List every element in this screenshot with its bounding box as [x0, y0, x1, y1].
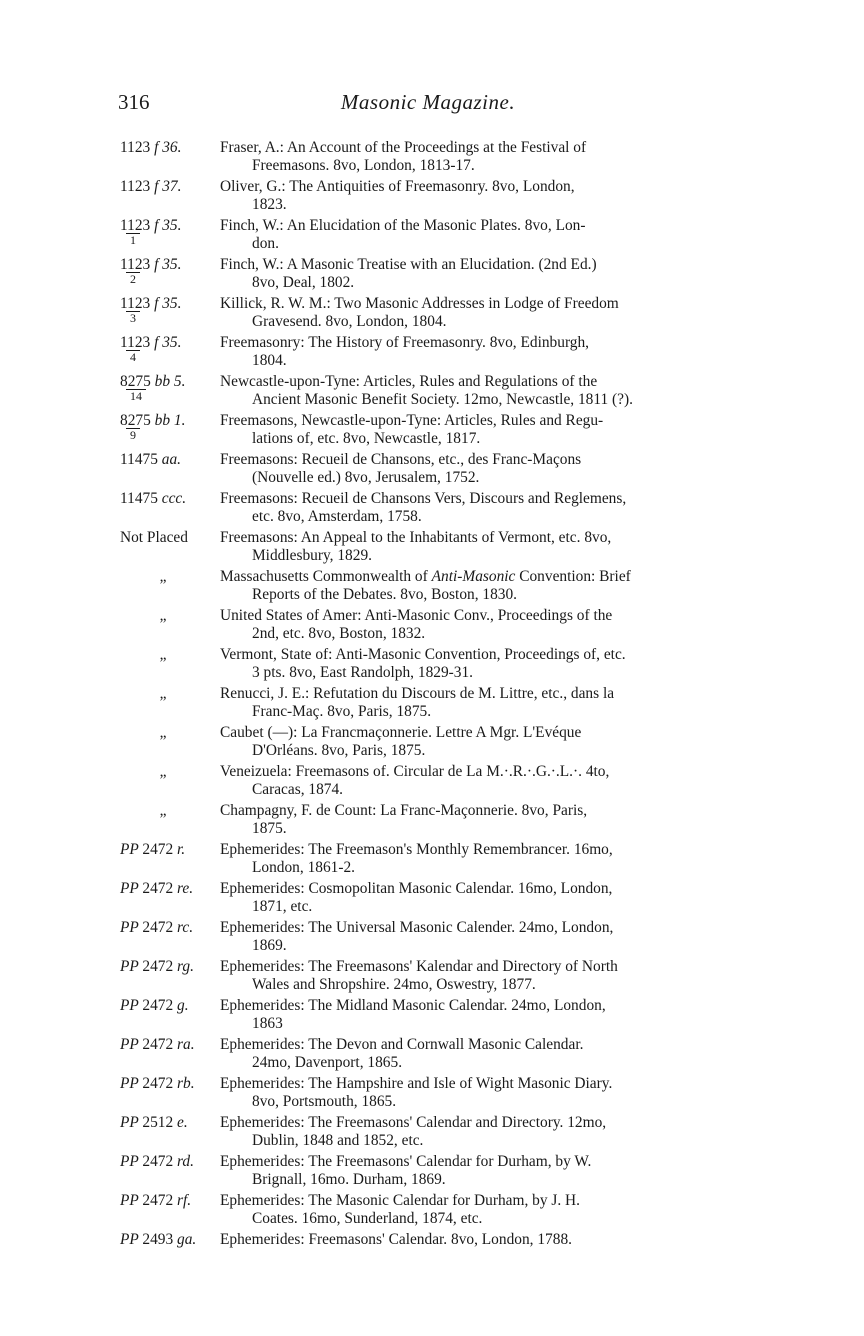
- shelf-mark-suffix: bb 1.: [150, 412, 186, 429]
- entry-continuation: 8vo, Deal, 1802.: [252, 274, 355, 291]
- shelf-mark-suffix: aa.: [157, 451, 181, 468]
- entry-title-line: Veneizuela: Freemasons of. Circular de La M.·.R.·.G.·.L.·. 4to,: [220, 763, 610, 780]
- entry-title-line: Ephemerides: The Universal Masonic Calender. 24mo, London,: [220, 919, 614, 936]
- shelf-mark: [120, 1231, 220, 1249]
- catalogue-entry: [120, 841, 740, 877]
- shelf-mark-number: 8275: [120, 373, 151, 390]
- shelf-mark-suffix: rd.: [173, 1153, 194, 1170]
- entry-description: [220, 1075, 740, 1111]
- entry-continuation: etc. 8vo, Amsterdam, 1758.: [252, 508, 422, 525]
- entry-description: [220, 841, 740, 877]
- catalogue-entry: [120, 217, 740, 253]
- shelf-mark-suffix: f 37.: [150, 178, 182, 195]
- shelf-mark: [120, 958, 220, 976]
- shelf-mark-number: 2512: [142, 1114, 174, 1131]
- shelf-mark: [120, 373, 220, 403]
- shelf-mark-prefix: PP: [120, 997, 143, 1014]
- shelf-mark-number: 2472: [142, 1075, 174, 1092]
- entry-title-line: Ephemerides: The Freemasons' Calendar and Directory. 12mo,: [220, 1114, 607, 1131]
- entry-continuation: don.: [252, 235, 279, 252]
- shelf-mark-number: 2472: [142, 1153, 174, 1170]
- entry-title-line: Freemasons: An Appeal to the Inhabitants of Vermont, etc. 8vo,: [220, 529, 612, 546]
- entry-title-line: Champagny, F. de Count: La Franc-Maçonnerie. 8vo, Paris,: [220, 802, 588, 819]
- shelf-mark-number: 2472: [142, 1192, 174, 1209]
- shelf-mark: [120, 997, 220, 1015]
- entry-description: [220, 724, 740, 760]
- shelf-mark-suffix: rc.: [173, 919, 194, 936]
- shelf-mark-suffix: f 35.: [150, 295, 182, 312]
- shelf-mark-number: 11475: [120, 490, 158, 507]
- catalogue-list: [120, 139, 740, 1252]
- shelf-mark-number: 1123: [120, 256, 151, 273]
- shelf-mark-number: 2472: [142, 919, 174, 936]
- shelf-mark-number: 1123: [120, 178, 151, 195]
- shelf-mark-number: 2472: [142, 958, 174, 975]
- shelf-mark-suffix: r.: [173, 841, 186, 858]
- shelf-mark: [120, 139, 220, 157]
- shelf-mark: [120, 802, 206, 820]
- entry-description: [220, 1114, 740, 1150]
- entry-continuation: 1871, etc.: [252, 898, 313, 915]
- catalogue-entry: [120, 139, 740, 175]
- entry-title-line: Ephemerides: The Midland Masonic Calendar. 24mo, London,: [220, 997, 606, 1014]
- entry-description: [220, 490, 740, 526]
- entry-title-line: Ephemerides: The Masonic Calendar for Durham, by J. H.: [220, 1192, 581, 1209]
- shelf-mark: [120, 295, 220, 325]
- page-number: 316: [118, 90, 150, 114]
- shelf-mark: [120, 1153, 220, 1171]
- entry-description: [220, 685, 740, 721]
- catalogue-entry: [120, 412, 740, 448]
- entry-title-line: Caubet (—): La Francmaçonnerie. Lettre A Mgr. L'Evéque: [220, 724, 582, 741]
- shelf-mark-number: „: [159, 763, 167, 780]
- entry-title-line: Ephemerides: The Hampshire and Isle of Wight Masonic Diary.: [220, 1075, 613, 1092]
- shelf-mark: [120, 1036, 220, 1054]
- entry-continuation: 1863: [252, 1015, 283, 1032]
- entry-continuation: Reports of the Debates. 8vo, Boston, 1830.: [252, 586, 518, 603]
- shelf-mark-suffix: f 36.: [150, 139, 182, 156]
- shelf-mark-number: 11475: [120, 451, 158, 468]
- page-header: [118, 90, 738, 120]
- shelf-mark-prefix: PP: [120, 1231, 143, 1248]
- entry-continuation: lations of, etc. 8vo, Newcastle, 1817.: [252, 430, 481, 447]
- shelf-mark-subscript: 9: [126, 428, 140, 441]
- catalogue-entry: [120, 1114, 740, 1150]
- shelf-mark: [120, 568, 206, 586]
- shelf-mark-number: 1123: [120, 334, 151, 351]
- entry-title-line: Freemasons: Recueil de Chansons Vers, Discours and Reglemens,: [220, 490, 627, 507]
- entry-continuation: Gravesend. 8vo, London, 1804.: [252, 313, 447, 330]
- entry-description: [220, 529, 740, 565]
- catalogue-entry: [120, 958, 740, 994]
- entry-title-line: Ephemerides: Cosmopolitan Masonic Calendar. 16mo, London,: [220, 880, 613, 897]
- entry-title-line: Finch, W.: A Masonic Treatise with an Elucidation. (2nd Ed.): [220, 256, 597, 273]
- entry-continuation: 1869.: [252, 937, 287, 954]
- shelf-mark-suffix: f 35.: [150, 256, 182, 273]
- shelf-mark-prefix: PP: [120, 841, 143, 858]
- entry-continuation: (Nouvelle ed.) 8vo, Jerusalem, 1752.: [252, 469, 480, 486]
- shelf-mark-subscript: 4: [126, 350, 140, 363]
- entry-description: [220, 178, 740, 214]
- shelf-mark-prefix: PP: [120, 1114, 143, 1131]
- shelf-mark: [120, 178, 220, 196]
- shelf-mark-suffix: re.: [173, 880, 194, 897]
- entry-description: [220, 919, 740, 955]
- shelf-mark-suffix: e.: [173, 1114, 188, 1131]
- shelf-mark: [120, 919, 220, 937]
- shelf-mark: [120, 880, 220, 898]
- entry-title-line: Killick, R. W. M.: Two Masonic Addresses in Lodge of Freedom: [220, 295, 619, 312]
- shelf-mark: [120, 685, 206, 703]
- entry-description: [220, 1036, 740, 1072]
- shelf-mark-prefix: PP: [120, 958, 143, 975]
- entry-continuation: London, 1861-2.: [252, 859, 356, 876]
- shelf-mark: [120, 412, 220, 442]
- entry-continuation: D'Orléans. 8vo, Paris, 1875.: [252, 742, 426, 759]
- shelf-mark-number: 1123: [120, 139, 151, 156]
- shelf-mark: [120, 1114, 220, 1132]
- shelf-mark-suffix: ccc.: [157, 490, 187, 507]
- entry-continuation: 1804.: [252, 352, 287, 369]
- entry-continuation: Coates. 16mo, Sunderland, 1874, etc.: [252, 1210, 483, 1227]
- catalogue-entry: [120, 334, 740, 370]
- shelf-mark-number: 2493: [142, 1231, 174, 1248]
- running-title: Masonic Magazine.: [340, 90, 516, 114]
- catalogue-entry: [120, 763, 740, 799]
- entry-description: [220, 451, 740, 487]
- entry-description: [220, 607, 740, 643]
- catalogue-entry: [120, 880, 740, 916]
- entry-description: [220, 334, 740, 370]
- entry-description: [220, 880, 740, 916]
- entry-title-line: Freemasons, Newcastle-upon-Tyne: Articles, Rules and Regu-: [220, 412, 604, 429]
- entry-continuation: 24mo, Davenport, 1865.: [252, 1054, 403, 1071]
- shelf-mark: [120, 256, 220, 286]
- catalogue-entry: [120, 1036, 740, 1072]
- entry-continuation: Middlesbury, 1829.: [252, 547, 372, 564]
- entry-title-line: Finch, W.: An Elucidation of the Masonic Plates. 8vo, Lon-: [220, 217, 586, 234]
- shelf-mark-prefix: PP: [120, 1036, 143, 1053]
- entry-continuation: Franc-Maç. 8vo, Paris, 1875.: [252, 703, 432, 720]
- shelf-mark-prefix: PP: [120, 919, 143, 936]
- catalogue-entry: [120, 724, 740, 760]
- shelf-mark: [120, 724, 206, 742]
- shelf-mark-number: „: [159, 568, 167, 585]
- entry-description: [220, 568, 740, 604]
- entry-title-line: Ephemerides: The Devon and Cornwall Masonic Calendar.: [220, 1036, 584, 1053]
- shelf-mark-number: „: [159, 685, 167, 702]
- shelf-mark-subscript: 14: [126, 389, 146, 402]
- catalogue-entry: [120, 568, 740, 604]
- catalogue-entry: [120, 646, 740, 682]
- entry-description: [220, 295, 740, 331]
- entry-title-line: [220, 568, 740, 586]
- shelf-mark-suffix: f 35.: [150, 217, 182, 234]
- shelf-mark-number: 8275: [120, 412, 151, 429]
- entry-description: [220, 763, 740, 799]
- catalogue-entry: [120, 1075, 740, 1111]
- catalogue-entry: [120, 685, 740, 721]
- catalogue-entry: [120, 1153, 740, 1189]
- entry-description: [220, 1153, 740, 1189]
- entry-title-line: Vermont, State of: Anti-Masonic Convention, Proceedings of, etc.: [220, 646, 626, 663]
- entry-title-line: Ephemerides: Freemasons' Calendar. 8vo, London, 1788.: [220, 1231, 572, 1248]
- entry-title-line: Ephemerides: The Freemasons' Calendar for Durham, by W.: [220, 1153, 592, 1170]
- shelf-mark-subscript: 3: [126, 311, 140, 324]
- entry-text: Convention: Brief: [515, 568, 631, 585]
- shelf-mark-prefix: PP: [120, 1192, 143, 1209]
- entry-title-line: United States of Amer: Anti-Masonic Conv., Proceedings of the: [220, 607, 613, 624]
- entry-continuation: 1875.: [252, 820, 287, 837]
- entry-description: [220, 958, 740, 994]
- shelf-mark-number: „: [159, 646, 167, 663]
- shelf-mark-subscript: 2: [126, 272, 140, 285]
- entry-description: [220, 139, 740, 175]
- shelf-mark-number: 2472: [142, 880, 174, 897]
- entry-continuation: Brignall, 16mo. Durham, 1869.: [252, 1171, 446, 1188]
- shelf-mark-number: 2472: [142, 1036, 174, 1053]
- entry-description: [220, 1192, 740, 1228]
- entry-description: [220, 256, 740, 292]
- shelf-mark-suffix: ga.: [173, 1231, 197, 1248]
- shelf-mark-number: 2472: [142, 841, 174, 858]
- shelf-mark-subscript: 1: [126, 233, 140, 246]
- entry-description: [220, 646, 740, 682]
- entry-continuation: 3 pts. 8vo, East Randolph, 1829-31.: [252, 664, 474, 681]
- catalogue-entry: [120, 1192, 740, 1228]
- catalogue-entry: [120, 178, 740, 214]
- entry-title-line: Ephemerides: The Freemasons' Kalendar and Directory of North: [220, 958, 618, 975]
- catalogue-entry: [120, 802, 740, 838]
- entry-title-line: Freemasonry: The History of Freemasonry. 8vo, Edinburgh,: [220, 334, 590, 351]
- catalogue-entry: [120, 373, 740, 409]
- entry-text: Massachusetts Commonwealth of: [220, 568, 432, 585]
- shelf-mark-number: „: [159, 607, 167, 624]
- entry-description: [220, 217, 740, 253]
- catalogue-entry: [120, 256, 740, 292]
- catalogue-entry: [120, 997, 740, 1033]
- shelf-mark-prefix: PP: [120, 880, 143, 897]
- shelf-mark: [120, 841, 220, 859]
- entry-continuation: 8vo, Portsmouth, 1865.: [252, 1093, 397, 1110]
- entry-description: [220, 802, 740, 838]
- catalogue-entry: [120, 295, 740, 331]
- shelf-mark-number: „: [159, 802, 167, 819]
- entry-title-line: Newcastle-upon-Tyne: Articles, Rules and Regulations of the: [220, 373, 598, 390]
- catalogue-entry: [120, 1231, 740, 1249]
- entry-title-line: Fraser, A.: An Account of the Proceedings at the Festival of: [220, 139, 587, 156]
- catalogue-entry: [120, 919, 740, 955]
- entry-continuation: Dublin, 1848 and 1852, etc.: [252, 1132, 424, 1149]
- shelf-mark-prefix: PP: [120, 1075, 143, 1092]
- shelf-mark-suffix: g.: [173, 997, 189, 1014]
- entry-title-line: Renucci, J. E.: Refutation du Discours de M. Littre, etc., dans la: [220, 685, 615, 702]
- entry-continuation: Caracas, 1874.: [252, 781, 344, 798]
- entry-title-line: Freemasons: Recueil de Chansons, etc., des Franc-Maçons: [220, 451, 582, 468]
- catalogue-entry: [120, 607, 740, 643]
- shelf-mark-suffix: rb.: [173, 1075, 195, 1092]
- entry-continuation: Ancient Masonic Benefit Society. 12mo, Newcastle, 1811 (?).: [252, 391, 633, 408]
- shelf-mark-number: 1123: [120, 295, 151, 312]
- catalogue-entry: [120, 529, 740, 565]
- entry-continuation: Wales and Shropshire. 24mo, Oswestry, 1877.: [252, 976, 536, 993]
- entry-continuation: 1823.: [252, 196, 287, 213]
- shelf-mark: [120, 763, 206, 781]
- shelf-mark: [120, 607, 206, 625]
- shelf-mark: [120, 1192, 220, 1210]
- entry-continuation: 2nd, etc. 8vo, Boston, 1832.: [252, 625, 426, 642]
- shelf-mark-number: 2472: [142, 997, 174, 1014]
- entry-description: [220, 412, 740, 448]
- shelf-mark-suffix: rg.: [173, 958, 194, 975]
- entry-title-line: Ephemerides: The Freemason's Monthly Remembrancer. 16mo,: [220, 841, 613, 858]
- shelf-mark-suffix: bb 5.: [150, 373, 186, 390]
- shelf-mark: [120, 217, 220, 247]
- entry-description: [220, 373, 740, 409]
- entry-continuation: Freemasons. 8vo, London, 1813-17.: [252, 157, 475, 174]
- catalogue-entry: [120, 490, 740, 526]
- catalogue-entry: [120, 451, 740, 487]
- shelf-mark-number: 1123: [120, 217, 151, 234]
- shelf-mark-number: „: [159, 724, 167, 741]
- shelf-mark: [120, 529, 220, 547]
- shelf-mark: [120, 451, 220, 469]
- shelf-mark-suffix: ra.: [173, 1036, 195, 1053]
- shelf-mark-suffix: f 35.: [150, 334, 182, 351]
- shelf-mark: [120, 646, 206, 664]
- shelf-mark-prefix: PP: [120, 1153, 143, 1170]
- shelf-mark: [120, 1075, 220, 1093]
- shelf-mark: [120, 490, 220, 508]
- shelf-mark-number: Not Placed: [120, 529, 188, 546]
- entry-description: [220, 997, 740, 1033]
- shelf-mark-suffix: rf.: [173, 1192, 192, 1209]
- entry-title-line: Oliver, G.: The Antiquities of Freemasonry. 8vo, London,: [220, 178, 575, 195]
- shelf-mark: [120, 334, 220, 364]
- entry-emphasis: Anti-Masonic: [431, 568, 516, 585]
- entry-description: [220, 1231, 740, 1249]
